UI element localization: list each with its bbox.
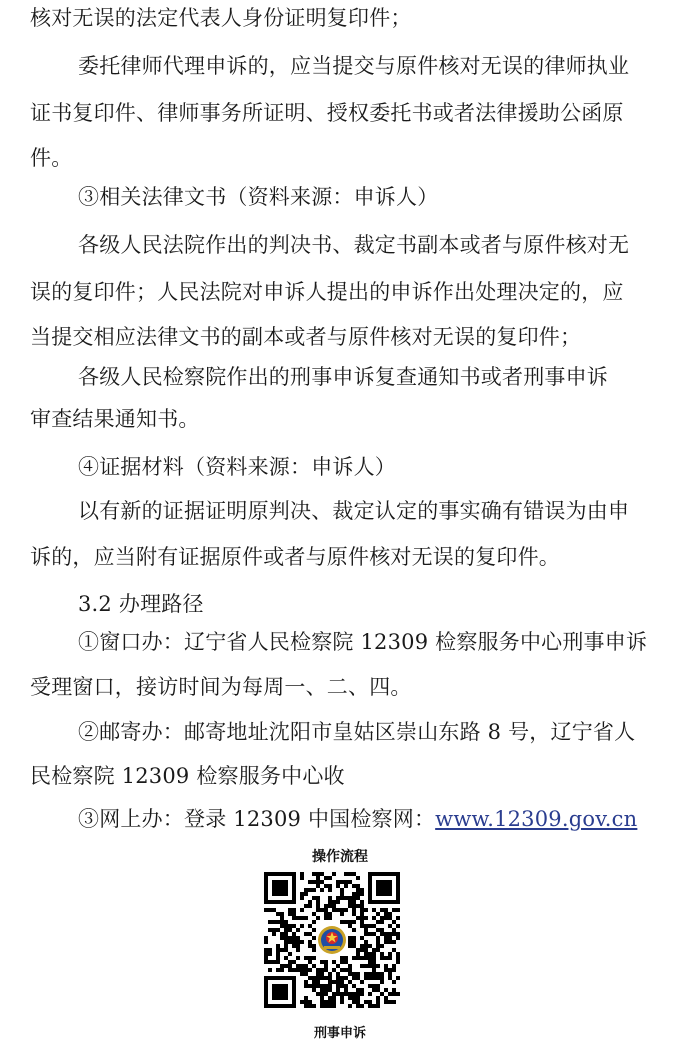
section-heading: ③相关法律文书（资料来源：申诉人） <box>78 185 439 209</box>
qr-finder-bottom-left <box>264 976 296 1008</box>
paragraph-line: 民检察院 12309 检察服务中心收 <box>30 764 345 788</box>
online-method-label: ③网上办：登录 12309 中国检察网： <box>78 807 436 831</box>
paragraph-line: 证书复印件、律师事务所证明、授权委托书或者法律援助公函原 <box>30 101 624 125</box>
paragraph-line: 以有新的证据证明原判决、裁定认定的事实确有错误为由申 <box>78 499 630 523</box>
paragraph-line: 件。 <box>30 146 73 170</box>
qr-code[interactable] <box>260 868 404 1012</box>
online-method-line <box>78 805 658 833</box>
qr-finder-top-right <box>368 872 400 904</box>
paragraph-line: 受理窗口，接访时间为每周一、二、四。 <box>30 675 412 699</box>
paragraph-line: 核对无误的法定代表人身份证明复印件； <box>30 6 412 30</box>
paragraph-line: 各级人民法院作出的判决书、裁定书副本或者与原件核对无 <box>78 233 630 257</box>
website-link[interactable]: www.12309.gov.cn <box>435 807 638 831</box>
qr-caption: 刑事申诉 <box>313 1026 366 1041</box>
paragraph-line: 诉的，应当附有证据原件或者与原件核对无误的复印件。 <box>30 545 560 569</box>
paragraph-line: 当提交相应法律文书的副本或者与原件核对无误的复印件； <box>30 325 582 349</box>
qr-finder-top-left <box>264 872 296 904</box>
paragraph-line: 审查结果通知书。 <box>30 407 200 431</box>
section-heading: 3.2 办理路径 <box>78 592 204 616</box>
procuratorate-emblem-icon <box>316 924 348 956</box>
paragraph-line: ①窗口办：辽宁省人民检察院 12309 检察服务中心刑事申诉 <box>78 630 648 654</box>
qr-title: 操作流程 <box>312 849 368 865</box>
paragraph-line: 误的复印件；人民法院对申诉人提出的申诉作出处理决定的，应 <box>30 280 624 304</box>
section-heading: ④证据材料（资料来源：申诉人） <box>78 455 396 479</box>
paragraph-line: ②邮寄办：邮寄地址沈阳市皇姑区崇山东路 8 号，辽宁省人 <box>78 720 636 744</box>
paragraph-line: 委托律师代理申诉的，应当提交与原件核对无误的律师执业 <box>78 54 630 78</box>
paragraph-line: 各级人民检察院作出的刑事申诉复查通知书或者刑事申诉 <box>78 365 608 389</box>
